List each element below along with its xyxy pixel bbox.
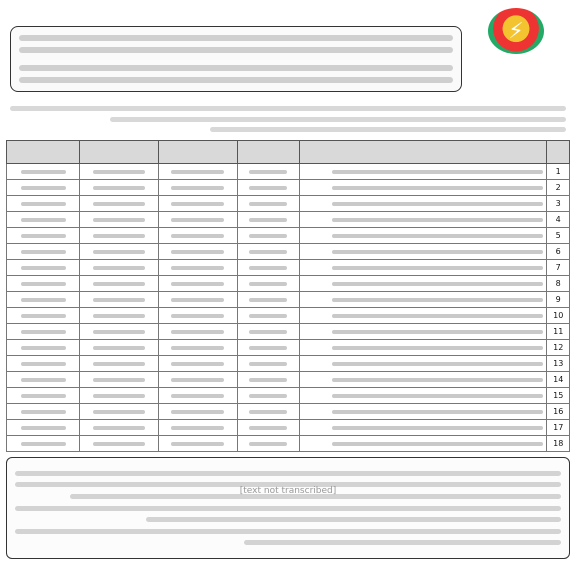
- call-number-cell: [80, 260, 159, 276]
- estimate-cell: [159, 292, 238, 308]
- description-cell: [299, 404, 547, 420]
- placeholder-bar: [21, 234, 66, 238]
- condition-line: [146, 517, 561, 522]
- placeholder-bar: [171, 394, 224, 398]
- description-cell: [299, 420, 547, 436]
- placeholder-bar: [93, 234, 145, 238]
- call-number-cell: [80, 372, 159, 388]
- placeholder-bar: [249, 202, 287, 206]
- guarantee-cell: [7, 324, 80, 340]
- estimate-cell: [159, 324, 238, 340]
- placeholder-bar: [249, 378, 287, 382]
- number-cell: [237, 340, 299, 356]
- guarantee-cell: [7, 308, 80, 324]
- placeholder-bar: [249, 266, 287, 270]
- placeholder-bar: [93, 346, 145, 350]
- placeholder-bar: [21, 250, 66, 254]
- row-number-cell: 15: [547, 388, 570, 404]
- conditions-box: [6, 457, 570, 559]
- placeholder-bar: [332, 362, 544, 366]
- call-number-cell: [80, 164, 159, 180]
- guarantee-cell: [7, 244, 80, 260]
- guarantee-cell: [7, 404, 80, 420]
- placeholder-bar: [332, 330, 544, 334]
- placeholder-bar: [249, 410, 287, 414]
- placeholder-bar: [93, 410, 145, 414]
- placeholder-bar: [332, 170, 544, 174]
- placeholder-bar: [249, 346, 287, 350]
- estimate-cell: [159, 404, 238, 420]
- column-header-description: [299, 141, 547, 164]
- number-cell: [237, 420, 299, 436]
- column-header-row-number: [547, 141, 570, 164]
- column-header-number: [237, 141, 299, 164]
- row-number-cell: 3: [547, 196, 570, 212]
- description-cell: [299, 292, 547, 308]
- placeholder-bar: [93, 394, 145, 398]
- placeholder-bar: [171, 218, 224, 222]
- description-cell: [299, 356, 547, 372]
- estimate-cell: [159, 228, 238, 244]
- row-number-cell: 16: [547, 404, 570, 420]
- number-cell: [237, 228, 299, 244]
- table-row: [7, 420, 570, 436]
- estimate-cell: [159, 180, 238, 196]
- table-row: [7, 324, 570, 340]
- table-row: [7, 372, 570, 388]
- placeholder-bar: [332, 378, 544, 382]
- number-cell: [237, 164, 299, 180]
- placeholder-bar: [171, 378, 224, 382]
- notice-header: [6, 4, 570, 96]
- placeholder-bar: [249, 362, 287, 366]
- guarantee-cell: [7, 212, 80, 228]
- placeholder-bar: [332, 218, 544, 222]
- placeholder-bar: [332, 426, 544, 430]
- row-number-cell: 17: [547, 420, 570, 436]
- guarantee-cell: [7, 260, 80, 276]
- description-cell: [299, 212, 547, 228]
- placeholder-bar: [171, 250, 224, 254]
- placeholder-bar: [332, 394, 544, 398]
- placeholder-bar: [93, 282, 145, 286]
- guarantee-cell: [7, 340, 80, 356]
- lightning-icon: ⚡: [488, 8, 544, 54]
- placeholder-bar: [93, 330, 145, 334]
- row-number-cell: 6: [547, 244, 570, 260]
- table-row: [7, 292, 570, 308]
- estimate-cell: [159, 196, 238, 212]
- item-line: [10, 106, 566, 111]
- call-number-cell: [80, 212, 159, 228]
- placeholder-bar: [332, 442, 544, 446]
- transcription-notice: [text not transcribed]: [239, 486, 337, 496]
- row-number-cell: 5: [547, 228, 570, 244]
- placeholder-bar: [21, 394, 66, 398]
- table-row: [7, 180, 570, 196]
- description-cell: [299, 164, 547, 180]
- placeholder-bar: [21, 218, 66, 222]
- row-number-cell: 10: [547, 308, 570, 324]
- table-row: [7, 244, 570, 260]
- placeholder-bar: [249, 186, 287, 190]
- call-number-cell: [80, 292, 159, 308]
- placeholder-bar: [332, 346, 544, 350]
- number-cell: [237, 292, 299, 308]
- placeholder-bar: [332, 186, 544, 190]
- number-cell: [237, 212, 299, 228]
- table-body: [7, 164, 570, 452]
- row-number-cell: 4: [547, 212, 570, 228]
- placeholder-bar: [21, 426, 66, 430]
- placeholder-bar: [249, 218, 287, 222]
- placeholder-bar: [21, 410, 66, 414]
- number-cell: [237, 372, 299, 388]
- table-row: [7, 436, 570, 452]
- estimate-cell: [159, 436, 238, 452]
- call-number-cell: [80, 324, 159, 340]
- placeholder-bar: [249, 426, 287, 430]
- estimate-cell: [159, 308, 238, 324]
- row-number-cell: 8: [547, 276, 570, 292]
- placeholder-bar: [21, 170, 66, 174]
- placeholder-bar: [249, 170, 287, 174]
- guarantee-cell: [7, 164, 80, 180]
- condition-line: [15, 471, 561, 476]
- call-number-cell: [80, 180, 159, 196]
- number-cell: [237, 180, 299, 196]
- number-cell: [237, 276, 299, 292]
- placeholder-bar: [332, 266, 544, 270]
- placeholder-bar: [249, 298, 287, 302]
- placeholder-bar: [21, 186, 66, 190]
- placeholder-bar: [332, 314, 544, 318]
- placeholder-bar: [171, 186, 224, 190]
- placeholder-bar: [171, 282, 224, 286]
- table-row: [7, 308, 570, 324]
- number-cell: [237, 244, 299, 260]
- placeholder-bar: [21, 378, 66, 382]
- estimate-cell: [159, 260, 238, 276]
- placeholder-bar: [93, 298, 145, 302]
- row-number-cell: 1: [547, 164, 570, 180]
- placeholder-bar: [332, 298, 544, 302]
- estimate-cell: [159, 340, 238, 356]
- intro-paragraph: [10, 26, 462, 92]
- estimate-cell: [159, 276, 238, 292]
- placeholder-bar: [171, 266, 224, 270]
- number-cell: [237, 260, 299, 276]
- placeholder-bar: [93, 378, 145, 382]
- placeholder-bar: [93, 266, 145, 270]
- guarantee-cell: [7, 180, 80, 196]
- column-header-estimate: [159, 141, 238, 164]
- placeholder-bar: [93, 170, 145, 174]
- placeholder-bar: [171, 330, 224, 334]
- call-number-cell: [80, 356, 159, 372]
- placeholder-bar: [332, 250, 544, 254]
- placeholder-bar: [21, 346, 66, 350]
- placeholder-bar: [21, 442, 66, 446]
- placeholder-bar: [93, 362, 145, 366]
- guarantee-cell: [7, 292, 80, 308]
- placeholder-bar: [93, 186, 145, 190]
- number-cell: [237, 324, 299, 340]
- placeholder-bar: [93, 202, 145, 206]
- tender-table: [6, 140, 570, 452]
- placeholder-bar: [171, 170, 224, 174]
- call-number-cell: [80, 436, 159, 452]
- table-row: [7, 164, 570, 180]
- placeholder-bar: [171, 314, 224, 318]
- row-number-cell: 12: [547, 340, 570, 356]
- placeholder-bar: [332, 282, 544, 286]
- placeholder-bar: [249, 394, 287, 398]
- guarantee-cell: [7, 420, 80, 436]
- description-cell: [299, 276, 547, 292]
- number-cell: [237, 356, 299, 372]
- number-cell: [237, 196, 299, 212]
- estimate-cell: [159, 388, 238, 404]
- intro-line: [19, 77, 453, 83]
- call-number-cell: [80, 340, 159, 356]
- table-row: [7, 388, 570, 404]
- placeholder-bar: [93, 426, 145, 430]
- table-row: [7, 340, 570, 356]
- guarantee-cell: [7, 196, 80, 212]
- placeholder-bar: [171, 346, 224, 350]
- placeholder-bar: [332, 234, 544, 238]
- guarantee-cell: [7, 388, 80, 404]
- description-cell: [299, 388, 547, 404]
- placeholder-bar: [249, 234, 287, 238]
- table-row: [7, 196, 570, 212]
- column-header-call-number: [80, 141, 159, 164]
- row-number-cell: 11: [547, 324, 570, 340]
- item-line: [210, 127, 566, 132]
- placeholder-bar: [21, 266, 66, 270]
- estimate-cell: [159, 372, 238, 388]
- description-cell: [299, 436, 547, 452]
- call-number-cell: [80, 308, 159, 324]
- estimate-cell: [159, 212, 238, 228]
- placeholder-bar: [249, 314, 287, 318]
- table-row: [7, 404, 570, 420]
- placeholder-bar: [21, 330, 66, 334]
- description-cell: [299, 180, 547, 196]
- condition-line: [244, 540, 561, 545]
- column-header-guarantee: [7, 141, 80, 164]
- guarantee-cell: [7, 276, 80, 292]
- placeholder-bar: [21, 282, 66, 286]
- row-number-cell: 18: [547, 436, 570, 452]
- placeholder-bar: [93, 314, 145, 318]
- placeholder-bar: [93, 250, 145, 254]
- description-cell: [299, 340, 547, 356]
- call-number-cell: [80, 244, 159, 260]
- number-cell: [237, 436, 299, 452]
- guarantee-cell: [7, 228, 80, 244]
- placeholder-bar: [171, 234, 224, 238]
- row-number-cell: 13: [547, 356, 570, 372]
- call-number-cell: [80, 276, 159, 292]
- intro-line: [19, 35, 453, 41]
- intro-line: [19, 47, 453, 53]
- placeholder-bar: [21, 298, 66, 302]
- estimate-cell: [159, 356, 238, 372]
- placeholder-bar: [332, 410, 544, 414]
- placeholder-bar: [93, 442, 145, 446]
- guarantee-cell: [7, 372, 80, 388]
- placeholder-bar: [171, 298, 224, 302]
- table-row: [7, 356, 570, 372]
- description-cell: [299, 372, 547, 388]
- company-logo: [468, 8, 564, 92]
- description-cell: [299, 308, 547, 324]
- placeholder-bar: [249, 282, 287, 286]
- description-cell: [299, 260, 547, 276]
- placeholder-bar: [21, 202, 66, 206]
- row-number-cell: 9: [547, 292, 570, 308]
- contact-bar: [6, 563, 570, 585]
- number-cell: [237, 308, 299, 324]
- intro-line: [19, 65, 453, 71]
- number-cell: [237, 388, 299, 404]
- guarantee-cell: [7, 436, 80, 452]
- table-header-row: [7, 141, 570, 164]
- notice-items: [6, 98, 570, 140]
- call-number-cell: [80, 420, 159, 436]
- table-row: [7, 228, 570, 244]
- placeholder-bar: [249, 330, 287, 334]
- table-row: [7, 212, 570, 228]
- call-number-cell: [80, 228, 159, 244]
- placeholder-bar: [249, 250, 287, 254]
- placeholder-bar: [249, 442, 287, 446]
- call-number-cell: [80, 388, 159, 404]
- placeholder-bar: [332, 202, 544, 206]
- table-row: [7, 276, 570, 292]
- estimate-cell: [159, 244, 238, 260]
- table-row: [7, 260, 570, 276]
- row-number-cell: 2: [547, 180, 570, 196]
- call-number-cell: [80, 404, 159, 420]
- row-number-cell: 14: [547, 372, 570, 388]
- placeholder-bar: [21, 362, 66, 366]
- placeholder-bar: [93, 218, 145, 222]
- placeholder-bar: [21, 314, 66, 318]
- estimate-cell: [159, 164, 238, 180]
- item-line: [110, 117, 566, 122]
- description-cell: [299, 244, 547, 260]
- placeholder-bar: [171, 442, 224, 446]
- call-number-cell: [80, 196, 159, 212]
- description-cell: [299, 324, 547, 340]
- estimate-cell: [159, 420, 238, 436]
- row-number-cell: 7: [547, 260, 570, 276]
- number-cell: [237, 404, 299, 420]
- condition-line: [15, 506, 561, 511]
- placeholder-bar: [171, 410, 224, 414]
- placeholder-bar: [171, 426, 224, 430]
- description-cell: [299, 196, 547, 212]
- guarantee-cell: [7, 356, 80, 372]
- description-cell: [299, 228, 547, 244]
- placeholder-bar: [171, 362, 224, 366]
- placeholder-bar: [171, 202, 224, 206]
